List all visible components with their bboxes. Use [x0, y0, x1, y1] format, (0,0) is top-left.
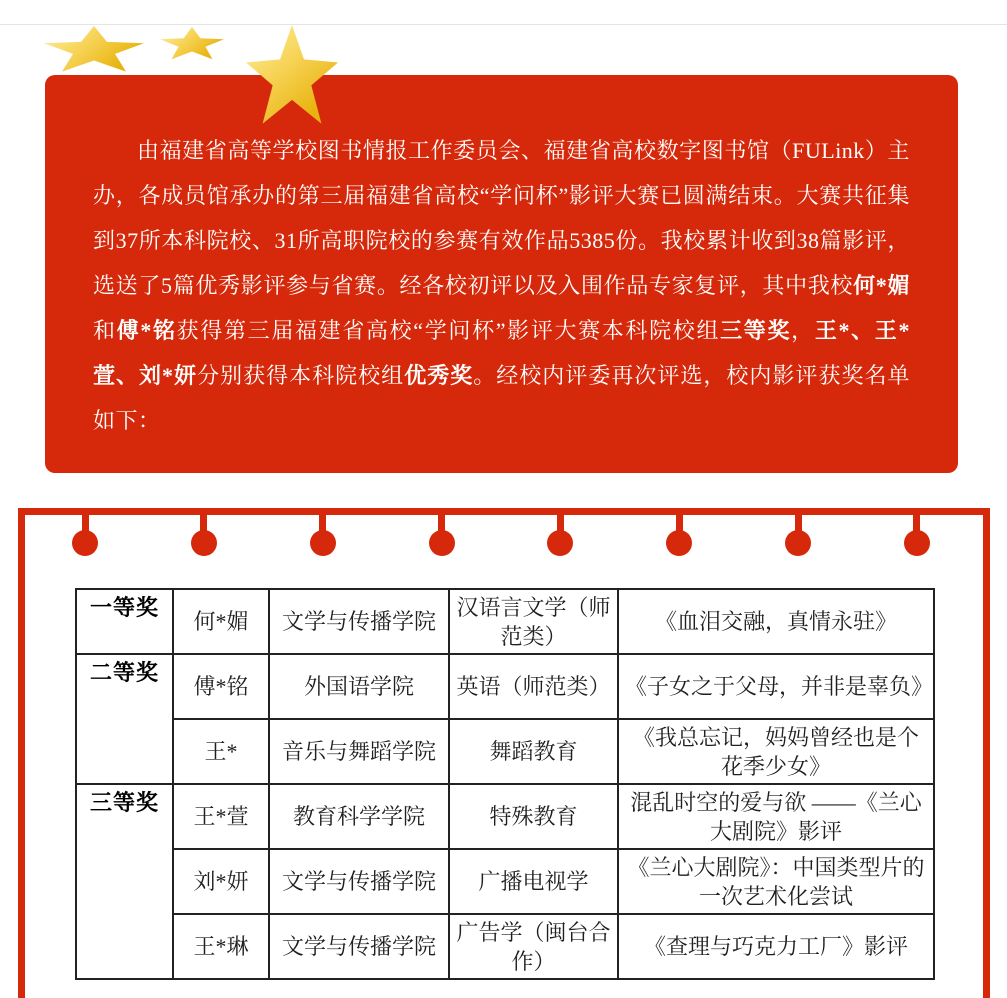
pin-icon — [904, 515, 930, 556]
banner-bold-text: 三等奖 — [720, 318, 792, 343]
table-row — [76, 654, 934, 719]
work-cell: 《我总忘记，妈妈曾经也是个花季少女》 — [618, 719, 934, 784]
banner-bold-text: 优秀奖 — [404, 363, 474, 388]
name-cell: 傅*铭 — [173, 654, 269, 719]
award-level-cell: 三等奖 — [76, 784, 173, 979]
pin-icon — [72, 515, 98, 556]
table-row — [76, 849, 934, 914]
major-cell: 广播电视学 — [449, 849, 618, 914]
pin-icon — [547, 515, 573, 556]
banner-bold-text: 傅*铭 — [116, 318, 177, 343]
major-cell: 汉语言文学（师范类） — [449, 589, 618, 654]
star-icon — [160, 27, 224, 61]
college-cell: 文学与传播学院 — [269, 849, 449, 914]
table-row — [76, 719, 934, 784]
table-row — [76, 784, 934, 849]
college-cell: 文学与传播学院 — [269, 914, 449, 979]
banner-text-run: 由福建省高等学校图书情报工作委员会、福建省高校数字图书馆（FULink）主办，各成员馆承办的第三届福建省高校“学问杯”影评大赛已圆满结束。大赛共征集到37所本科院校、31所高职院校的参赛有效作品5385份。我校累计收到38篇影评，选送了5篇优秀影评参与省赛。经各校初评以及入围作品专家复评，其中我校 — [93, 138, 910, 298]
name-cell: 刘*妍 — [173, 849, 269, 914]
banner-text-run: 。经校内评委再次评选，校内影评获奖名单如下： — [93, 363, 910, 433]
award-level-cell: 二等奖 — [76, 654, 173, 784]
banner-text-run: 获得第三届福建省高校“学问杯”影评大赛本科院校组 — [176, 318, 721, 343]
star-icon — [44, 26, 144, 74]
name-cell: 王*琳 — [173, 914, 269, 979]
table-row — [76, 914, 934, 979]
divider-line — [0, 24, 1007, 25]
awards-table-body — [76, 589, 934, 979]
banner-paragraph — [45, 75, 958, 443]
pin-icon — [429, 515, 455, 556]
pin-icon — [191, 515, 217, 556]
announcement-banner — [45, 75, 958, 473]
major-cell: 广告学（闽台合作） — [449, 914, 618, 979]
major-cell: 舞蹈教育 — [449, 719, 618, 784]
college-cell: 文学与传播学院 — [269, 589, 449, 654]
major-cell: 特殊教育 — [449, 784, 618, 849]
college-cell: 音乐与舞蹈学院 — [269, 719, 449, 784]
banner-bold-text: 何*媚 — [853, 273, 910, 298]
awards-table — [75, 588, 935, 980]
work-cell: 《子女之于父母，并非是辜负》 — [618, 654, 934, 719]
award-level-cell: 一等奖 — [76, 589, 173, 654]
pin-icon — [785, 515, 811, 556]
pin-icon — [666, 515, 692, 556]
major-cell: 英语（师范类） — [449, 654, 618, 719]
work-cell: 混乱时空的爱与欲 ——《兰心大剧院》影评 — [618, 784, 934, 849]
work-cell: 《血泪交融，真情永驻》 — [618, 589, 934, 654]
work-cell: 《查理与巧克力工厂》影评 — [618, 914, 934, 979]
awards-board — [18, 508, 990, 998]
name-cell: 王* — [173, 719, 269, 784]
work-cell: 《兰心大剧院》：中国类型片的一次艺术化尝试 — [618, 849, 934, 914]
banner-text-run: 和 — [93, 318, 117, 343]
table-row — [76, 589, 934, 654]
name-cell: 何*媚 — [173, 589, 269, 654]
banner-bold-text: 王*、王*萱、刘*妍 — [93, 318, 910, 388]
college-cell: 外国语学院 — [269, 654, 449, 719]
banner-text-run: ， — [791, 318, 815, 343]
pin-row — [25, 515, 983, 556]
banner-text-run: 分别获得本科院校组 — [197, 363, 405, 388]
name-cell: 王*萱 — [173, 784, 269, 849]
pin-icon — [310, 515, 336, 556]
college-cell: 教育科学学院 — [269, 784, 449, 849]
